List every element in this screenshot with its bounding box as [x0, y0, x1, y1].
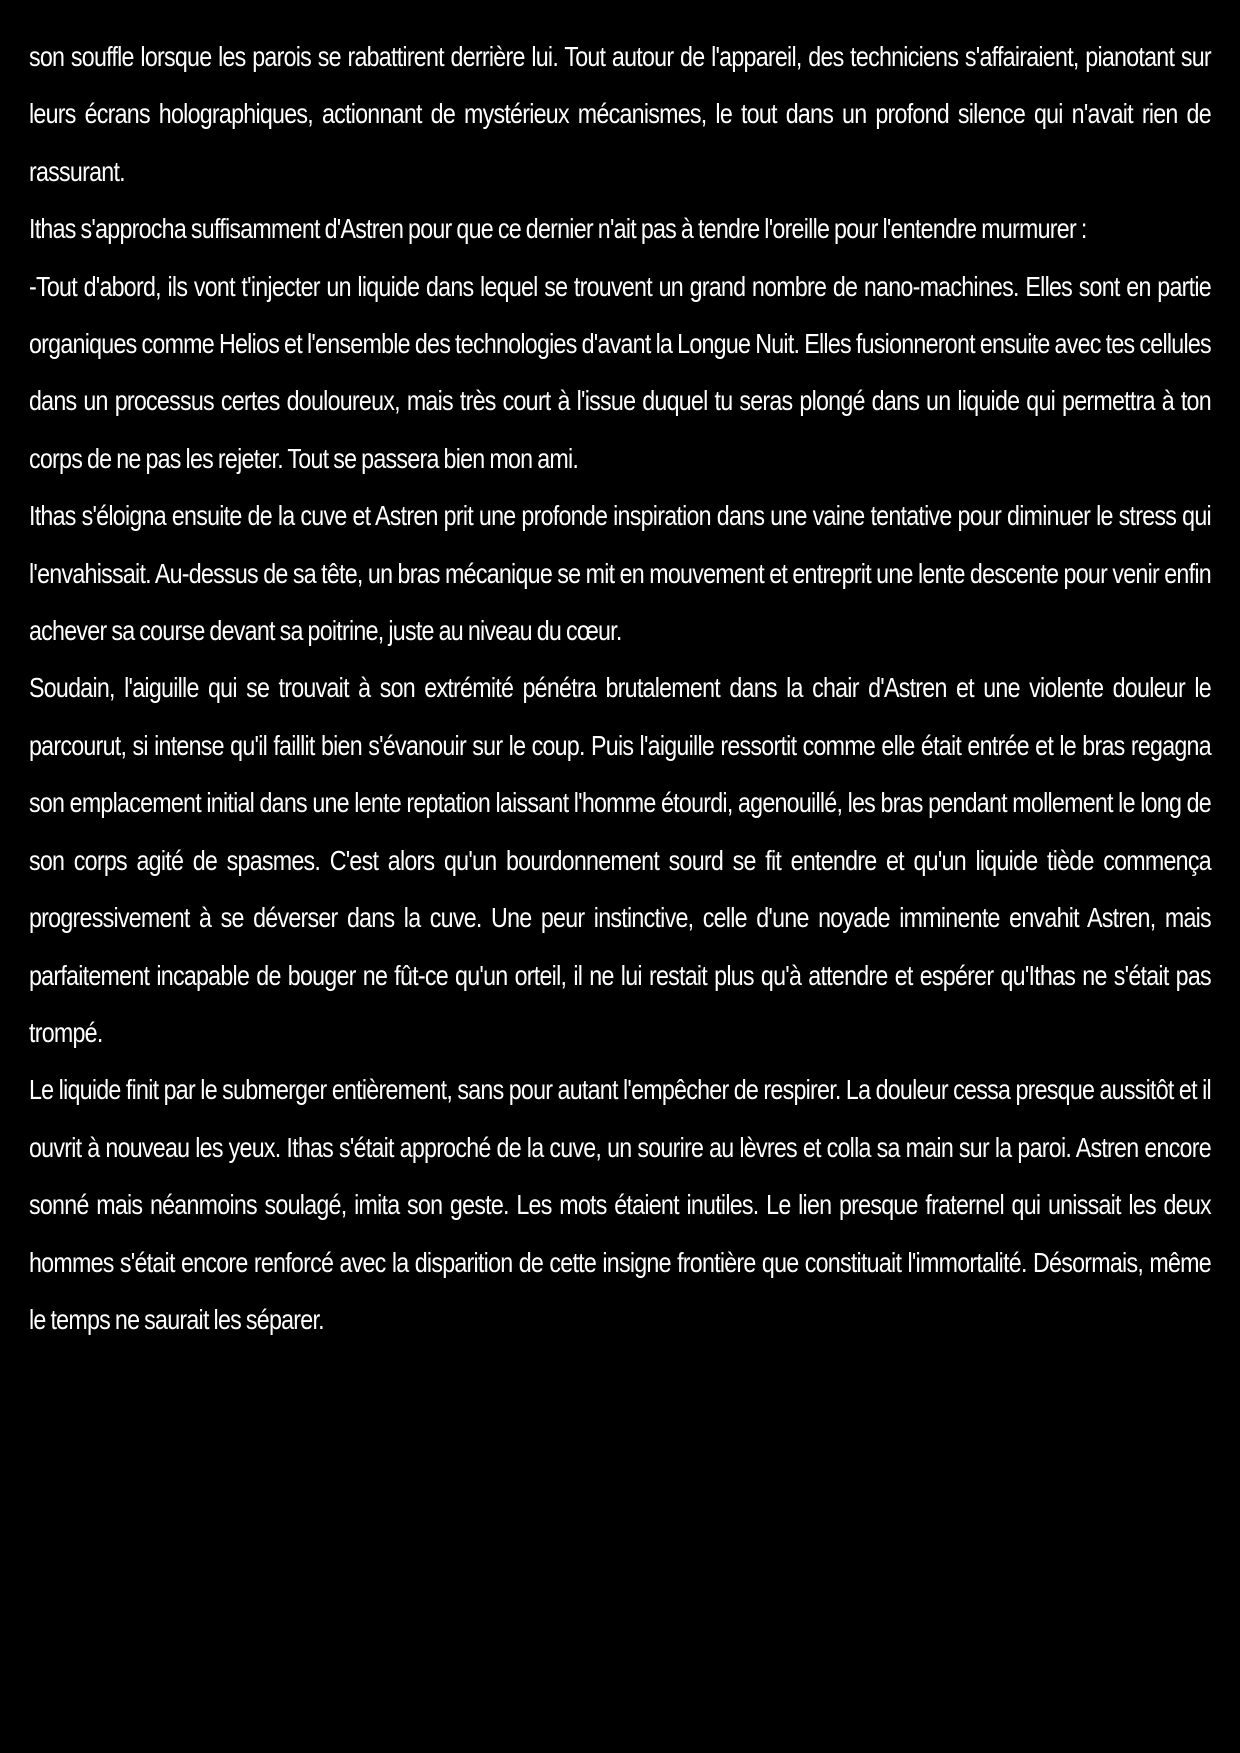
document-body — [29, 28, 1211, 1348]
paragraph-2: Ithas s'approcha suffisamment d'Astren pour que ce dernier n'ait pas à tendre l'oreille pour l'entendre murmurer : — [29, 213, 1087, 245]
paragraph-4: Ithas s'éloigna ensuite de la cuve et Astren prit une profonde inspiration dans une vaine tentative pour diminuer le stress qui l'envahissait. Au-dessus de sa tête, un bras mécanique se mit en mouvement et entreprit une lente descente pour venir enfin achever sa course devant sa poitrine, juste au niveau du cœur. — [29, 500, 1211, 647]
paragraph-5: Soudain, l'aiguille qui se trouvait à son extrémité pénétra brutalement dans la chair d'Astren et une violente douleur le parcourut, si intense qu'il faillit bien s'évanouir sur le coup. Puis l'aiguille ressortit comme elle était entrée et le bras regagna son emplacement initial dans une lente reptation laissant l'homme étourdi, agenouillé, les bras pendant mollement le long de son corps agité de spasmes. C'est alors qu'un bourdonnement sourd se fit entendre et qu'un liquide tiède commença progressivement à se déverser dans la cuve. Une peur instinctive, celle d'une noyade imminente envahit Astren, mais parfaitement incapable de bouger ne fût-ce qu'un orteil, il ne lui restait plus qu'à attendre et espérer qu'Ithas ne s'était pas trompé. — [29, 672, 1211, 1048]
paragraph-6: Le liquide finit par le submerger entièrement, sans pour autant l'empêcher de respirer. La douleur cessa presque aussitôt et il ouvrit à nouveau les yeux. Ithas s'était approché de la cuve, un sourire au lèvres et colla sa main sur la paroi. Astren encore sonné mais néanmoins soulagé, imita son geste. Les mots étaient inutiles. Le lien presque fraternel qui unissait les deux hommes s'était encore renforcé avec la disparition de cette insigne frontière que constituait l'immortalité. Désormais, même le temps ne saurait les séparer. — [29, 1074, 1211, 1335]
paragraph-1: son souffle lorsque les parois se rabattirent derrière lui. Tout autour de l'appareil, des techniciens s'affairaient, pianotant sur leurs écrans holographiques, actionnant de mystérieux mécanismes, le tout dans un profond silence qui n'avait rien de rassurant. — [29, 41, 1211, 187]
paragraph-3: -Tout d'abord, ils vont t'injecter un liquide dans lequel se trouvent un grand nombre de nano-machines. Elles sont en partie organiques comme Helios et l'ensemble des technologies d'avant la Longue Nuit. Elles fusionneront ensuite avec tes cellules dans un processus certes douloureux, mais très court à l'issue duquel tu seras plongé dans un liquide qui permettra à ton corps de ne pas les rejeter. Tout se passera bien mon ami. — [29, 270, 1211, 474]
